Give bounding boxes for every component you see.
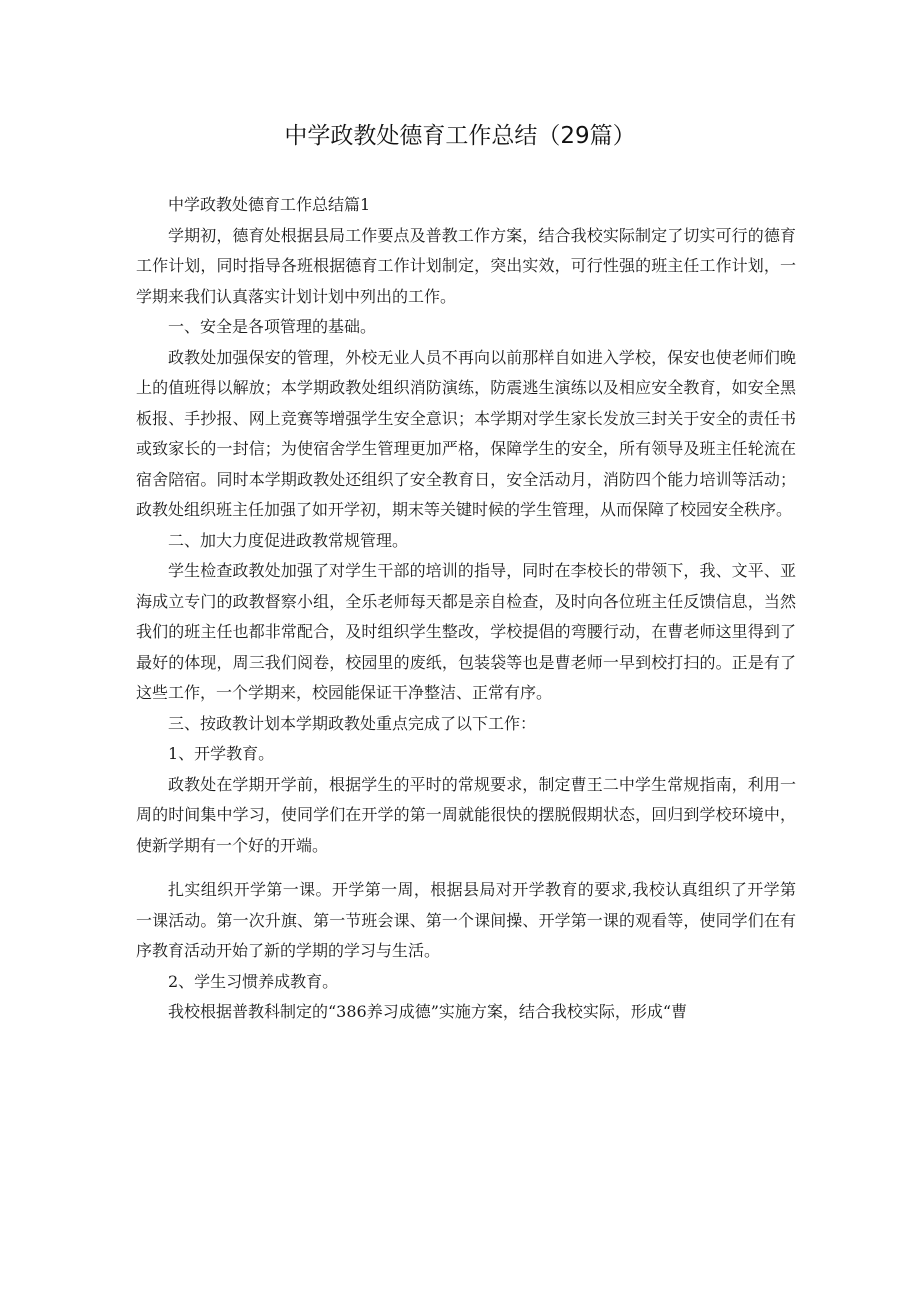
section-heading: 中学政教处德育工作总结篇1 xyxy=(168,195,371,214)
subheading: 2、学生习惯养成教育。 xyxy=(168,971,339,991)
paragraph: 扎实组织开学第一课。开学第一周，根据县局对开学教育的要求,我校认真组织了开学第一课活动。第一次升旗、第一节班会课、第一个课间操、开学第一课的观看等，使同学们在有序教育活动开始了新的学期的学习与生活。 xyxy=(136,880,796,960)
subheading: 1、开学教育。 xyxy=(168,744,275,763)
paragraph: 学生检查政教处加强了对学生干部的培训的指导，同时在李校长的带领下，我、文平、亚海成立专门的政教督察小组，全乐老师每天都是亲自检查，及时向各位班主任反馈信息，当然我们的班主任也都非常配合，及时组织学生整改，学校提倡的弯腰行动，在曹老师这里得到了最好的体现，周三我们阅卷，校园里的废纸，包装袋等也是曹老师一早到校打扫的。正是有了这些工作，一个学期来，校园能保证干净整洁、正常有序。 xyxy=(136,561,796,702)
subheading: 二、加大力度促进政教常规管理。 xyxy=(168,530,409,550)
paragraph: 我校根据普教科制定的“386养习成德”实施方案，结合我校实际，形成“曹 xyxy=(168,1002,688,1021)
paragraph: 政教处加强保安的管理，外校无业人员不再向以前那样自如进入学校，保安也使老师们晚上的值班得以解放；本学期政教处组织消防演练，防震逃生演练以及相应安全教育，如安全黑板报、手抄报、网上竞赛等增强学生安全意识；本学期对学生家长发放三封关于安全的责任书或致家长的一封信；为使宿舍学生管理更加严格，保障学生的安全，所有领导及班主任轮流在宿舍陪宿。同时本学期政教处还组织了安全教育日，安全活动月，消防四个能力培训等活动；政教处组织班主任加强了如开学初，期末等关键时候的学生管理，从而保障了校园安全秩序。 xyxy=(136,347,796,519)
document-title: 中学政教处德育工作总结（29篇） xyxy=(284,123,636,149)
paragraph: 政教处在学期开学前，根据学生的平时的常规要求，制定曹王二中学生常规指南，利用一周的时间集中学习，使同学们在开学的第一周就能很快的摆脱假期状态，回归到学校环境中，使新学期有一个好的开端。 xyxy=(136,774,796,855)
document-body xyxy=(136,190,796,1028)
subheading: 一、安全是各项管理的基础。 xyxy=(168,317,377,336)
subheading: 三、按政教计划本学期政教处重点完成了以下工作： xyxy=(168,713,537,733)
paragraph: 学期初，德育处根据县局工作要点及普教工作方案，结合我校实际制定了切实可行的德育工作计划，同时指导各班根据德育工作计划制定，突出实效，可行性强的班主任工作计划，一学期来我们认真落实计划计划中列出的工作。 xyxy=(136,225,796,306)
